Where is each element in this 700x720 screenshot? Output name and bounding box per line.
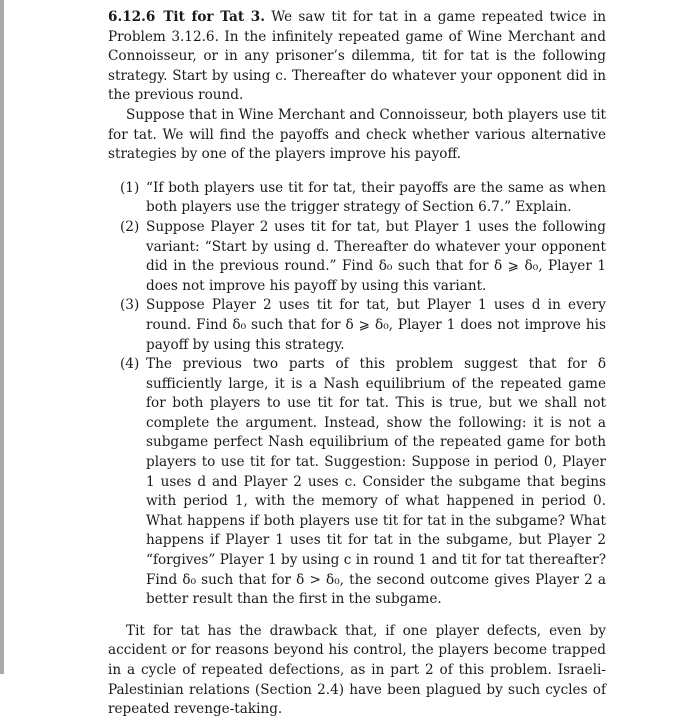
list-item: [112, 296, 606, 355]
part-number: (1): [120, 179, 140, 196]
exercise-intro: We saw tit for tat in a game repeated twice in Problem 3.12.6. In the infinitely repeated game of Wine Merchant and Connoisseur, or in any prisoner’s dilemma, tit for tat is the following strategy. Start by using c. Thereafter do whatever your opponent did in the previous round.: [108, 9, 606, 104]
closing-paragraph: Tit for tat has the drawback that, if one player defects, even by accident or for reasons beyond his control, the players become trapped in a cycle of repeated defections, as in part 2 of this problem. Israeli-Palestinian relations (Section 2.4) have been plagued by such cycles of repeated revenge-taking.: [108, 622, 606, 718]
list-item: [112, 218, 606, 296]
part-text: The previous two parts of this problem suggest that for δ sufficiently large, it is a Nash equilibrium of the repeated game for both players to use tit for tat. This is true, but we shall not complete the argument. Instead, show the following: it is not a subgame perfect Nash equilibrium of the repeated game for both players to use tit for tat. Suggestion: Suppose in period 0, Player 1 uses d and Player 2 uses c. Consider the subgame that begins with period 1, with the memory of what happened in period 0. What happens if both players use tit for tat in the subgame? What happens if Player 1 uses tit for tat in the subgame, but Player 2 “forgives” Player 1 by using c in round 1 and tit for tat thereafter? Find δ₀ such that for δ > δ₀, the second outcome gives Player 2 a better result than the first in the subgame.: [146, 356, 606, 608]
part-number: (2): [120, 218, 140, 235]
exercise-setup: Suppose that in Wine Merchant and Connoisseur, both players use tit for tat. We will find the payoffs and check whether various alternative strategies by one of the players improve his payoff.: [108, 106, 606, 163]
list-item: [112, 355, 606, 610]
exercise-parts-list: [108, 179, 606, 610]
exercise-title: Tit for Tat 3.: [163, 9, 265, 25]
exercise-heading: [108, 9, 265, 25]
exercise-intro-paragraph: [108, 8, 606, 106]
list-item: [112, 179, 606, 218]
part-number: (4): [120, 356, 140, 373]
part-number: (3): [120, 297, 140, 314]
page-edge-rule: [0, 0, 4, 674]
part-text: “If both players use tit for tat, their payoffs are the same as when both players use the trigger strategy of Section 6.7.” Explain.: [146, 179, 606, 216]
part-text: Suppose Player 2 uses tit for tat, but Player 1 uses the following variant: “Start by using d. Thereafter do whatever your opponent did in the previous round.” Find δ₀ such that for δ ⩾ δ₀, Player 1 does not improve his payoff by using this variant.: [146, 218, 606, 294]
exercise-number: 6.12.6: [108, 9, 156, 25]
textbook-page: [108, 8, 606, 720]
part-text: Suppose Player 2 uses tit for tat, but Player 1 uses d in every round. Find δ₀ such that for δ ⩾ δ₀, Player 1 does not improve his payoff by using this strategy.: [146, 297, 606, 353]
